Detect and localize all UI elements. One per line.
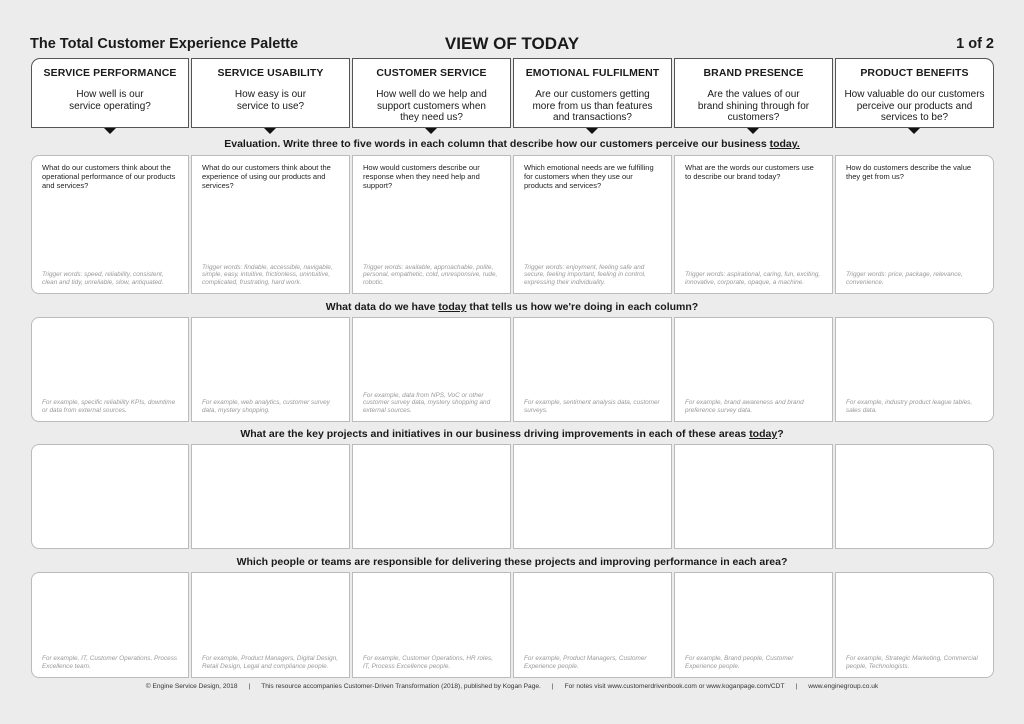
down-arrow-icon — [586, 128, 598, 134]
column-header-customer-service — [352, 58, 511, 128]
cell-question: What do our customers think about the operational performance of our products and services? — [42, 163, 176, 190]
page-number: 1 of 2 — [956, 36, 994, 52]
column-question: How well do we help and support customers when they need us? — [376, 89, 487, 123]
down-arrow-icon — [264, 128, 276, 134]
projects-cell-product-benefits[interactable] — [835, 444, 994, 549]
projects-cell-emotional-fulfilment[interactable] — [513, 444, 672, 549]
cell-hint: For example, Customer Operations, HR roles, IT, Process Excellence people. — [363, 655, 493, 670]
cell-hint: Trigger words: speed, reliability, consistent, clean and tidy, unreliable, slow, antiquated. — [42, 271, 164, 286]
column-title: BRAND PRESENCE — [703, 67, 804, 79]
column-question: How easy is our service to use? — [234, 89, 307, 112]
column-question: Are the values of our brand shining through for customers? — [697, 89, 810, 123]
column-header-emotional-fulfilment — [513, 58, 672, 128]
column-header-brand-presence — [674, 58, 833, 128]
footer-resource: This resource accompanies Customer-Driven Transformation (2018), published by Kogan Page. — [261, 683, 541, 690]
section-title-data: What data do we have today that tells us how we're doing in each column? — [325, 301, 699, 313]
people-cell-service-usability[interactable] — [191, 572, 350, 678]
cell-hint: For example, Brand people, Customer Experience people. — [685, 655, 794, 670]
column-header-service-performance — [31, 58, 189, 128]
column-question: Are our customers getting more from us than features and transactions? — [532, 89, 653, 123]
cell-question: What do our customers think about the experience of using our products and services? — [202, 163, 331, 190]
column-header-product-benefits — [835, 58, 994, 128]
people-cell-brand-presence[interactable] — [674, 572, 833, 678]
column-title: EMOTIONAL FULFILMENT — [525, 67, 660, 79]
column-title: SERVICE USABILITY — [217, 67, 324, 79]
evaluation-cell-brand-presence[interactable] — [674, 155, 833, 294]
cell-hint: For example, IT, Customer Operations, Process Excellence team. — [42, 655, 178, 670]
cell-hint: Trigger words: enjoyment, feeling safe and secure, feeling important, feeling in control, expressing their individuality. — [524, 263, 646, 286]
evaluation-cell-service-performance[interactable] — [31, 155, 189, 294]
document-title: The Total Customer Experience Palette — [30, 36, 299, 52]
footer-website-link[interactable]: www.enginegroup.co.uk — [808, 683, 879, 690]
cell-hint: For example, data from NPS, VoC or other customer survey data, mystery shopping and external sources. — [363, 391, 491, 414]
footer-separator: | — [795, 683, 798, 690]
cell-hint: For example, web analytics, customer survey data, mystery shopping. — [202, 399, 330, 414]
section-title-projects: What are the key projects and initiatives in our business driving improvements in each of these areas today? — [240, 428, 784, 440]
footer-notes-link[interactable]: For notes visit www.customerdrivenbook.com or www.koganpage.com/CDT — [564, 683, 785, 690]
footer-separator: | — [248, 683, 251, 690]
cell-hint: For example, Product Managers, Digital Design, Retail Design, Legal and compliance people. — [202, 655, 339, 670]
evaluation-cell-customer-service[interactable] — [352, 155, 511, 294]
cell-hint: For example, Strategic Marketing, Commercial people, Technologists. — [846, 655, 978, 670]
column-question: How well is our service operating? — [69, 89, 151, 112]
evaluation-cell-service-usability[interactable] — [191, 155, 350, 294]
footer — [0, 683, 1024, 690]
cell-hint: For example, brand awareness and brand preference survey data. — [685, 399, 804, 414]
projects-cell-customer-service[interactable] — [352, 444, 511, 549]
cell-hint: Trigger words: aspirational, caring, fun, exciting, innovative, corporate, opaque, a machine. — [685, 271, 821, 286]
column-title: PRODUCT BENEFITS — [860, 67, 969, 79]
down-arrow-icon — [104, 128, 116, 134]
people-cell-product-benefits[interactable] — [835, 572, 994, 678]
cell-hint: For example, specific reliability KPIs, downtime or data from external sources. — [42, 399, 176, 414]
cell-hint: Trigger words: available, approachable, polite, personal, empathetic, cold, unresponsive, rude, robotic. — [363, 263, 498, 286]
people-cell-service-performance[interactable] — [31, 572, 189, 678]
data-cell-service-usability[interactable] — [191, 317, 350, 422]
cell-hint: For example, Product Managers, Customer Experience people. — [524, 655, 647, 670]
data-cell-brand-presence[interactable] — [674, 317, 833, 422]
cell-hint: Trigger words: findable, accessible, navigable, simple, easy, intuitive, frictionless, unintuitive, complicated, frustrating, hard work. — [202, 263, 333, 286]
data-cell-product-benefits[interactable] — [835, 317, 994, 422]
view-title: VIEW OF TODAY — [444, 34, 580, 53]
cell-hint: For example, sentiment analysis data, customer surveys. — [524, 399, 660, 414]
cell-question: How do customers describe the value they get from us? — [846, 163, 972, 181]
column-question: How valuable do our customers perceive our products and services to be? — [844, 89, 985, 123]
data-cell-customer-service[interactable] — [352, 317, 511, 422]
section-title-people: Which people or teams are responsible for delivering these projects and improving performance in each area? — [236, 556, 788, 568]
column-header-service-usability — [191, 58, 350, 128]
header-bar — [30, 34, 994, 54]
evaluation-cell-emotional-fulfilment[interactable] — [513, 155, 672, 294]
cell-hint: Trigger words: price, package, relevance, convenience. — [846, 271, 963, 286]
down-arrow-icon — [747, 128, 759, 134]
column-title: CUSTOMER SERVICE — [376, 67, 487, 79]
cell-question: How would customers describe our response when they need help and support? — [363, 163, 480, 190]
people-cell-emotional-fulfilment[interactable] — [513, 572, 672, 678]
evaluation-cell-product-benefits[interactable] — [835, 155, 994, 294]
projects-cell-brand-presence[interactable] — [674, 444, 833, 549]
down-arrow-icon — [908, 128, 920, 134]
column-title: SERVICE PERFORMANCE — [43, 67, 177, 79]
projects-cell-service-usability[interactable] — [191, 444, 350, 549]
footer-separator: | — [551, 683, 554, 690]
projects-cell-service-performance[interactable] — [31, 444, 189, 549]
data-cell-emotional-fulfilment[interactable] — [513, 317, 672, 422]
down-arrow-icon — [425, 128, 437, 134]
footer-copyright: © Engine Service Design, 2018 — [145, 683, 238, 690]
cell-hint: For example, industry product league tables, sales data. — [846, 399, 973, 414]
cell-question: Which emotional needs are we fulfilling for customers when they use our products and services? — [524, 163, 654, 190]
section-title-evaluation: Evaluation. Write three to five words in each column that describe how our customers perceive our business today. — [224, 138, 800, 150]
people-cell-customer-service[interactable] — [352, 572, 511, 678]
data-cell-service-performance[interactable] — [31, 317, 189, 422]
cell-question: What are the words our customers use to describe our brand today? — [685, 163, 814, 181]
